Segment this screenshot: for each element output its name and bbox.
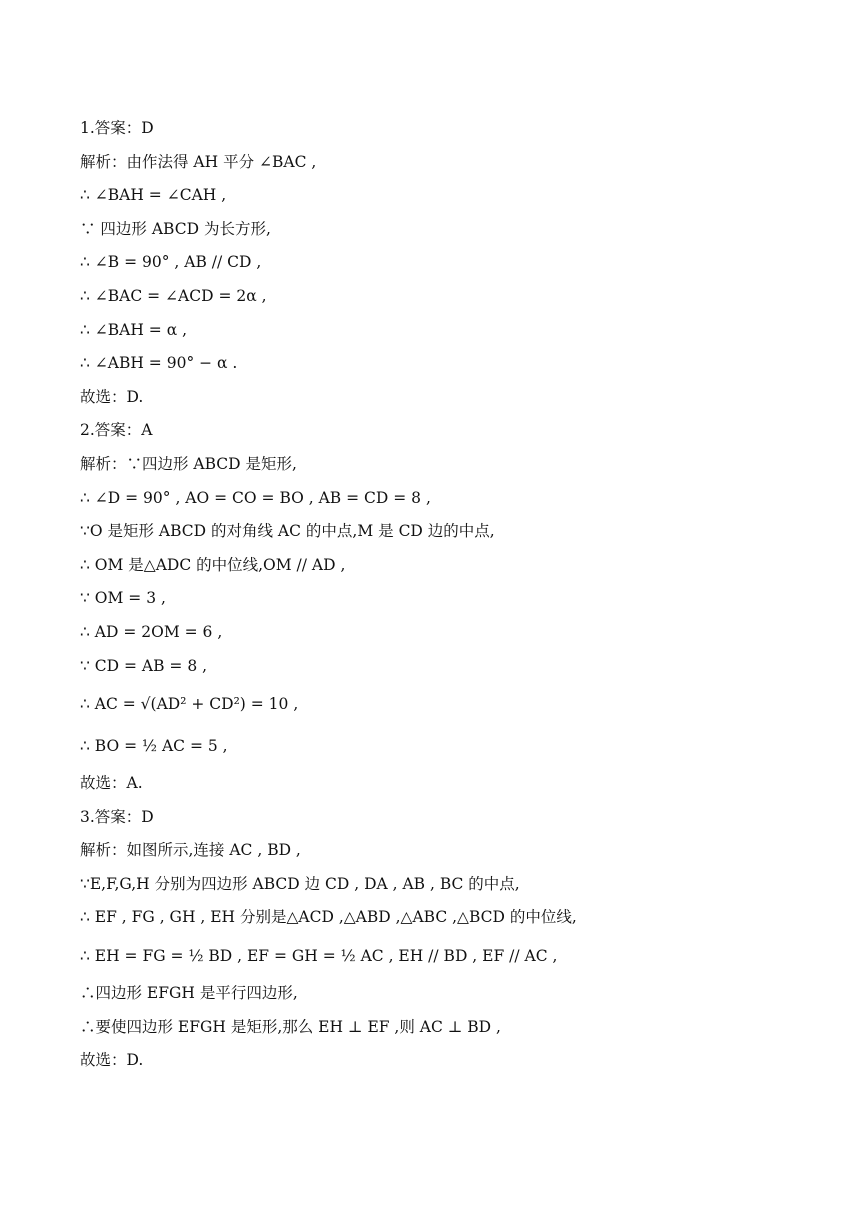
analysis-line: ∴ ∠BAC = ∠ACD = 2α , [80, 286, 267, 305]
choice-line: 故选：A. [80, 774, 143, 793]
answer-3-heading: 3.答案：D [80, 807, 154, 826]
analysis-line: ∴ AD = 2OM = 6 , [80, 622, 223, 641]
analysis-line: ∴ ∠B = 90° , AB // CD , [80, 253, 262, 272]
analysis-line: ∴要使四边形 EFGH 是矩形,那么 EH ⊥ EF ,则 AC ⊥ BD , [80, 1017, 501, 1036]
analysis-line: ∵ 四边形 ABCD 为长方形, [80, 219, 271, 238]
analysis-line: ∵O 是矩形 ABCD 的对角线 AC 的中点,M 是 CD 边的中点, [80, 522, 495, 541]
analysis-line: 解析：由作法得 AH 平分 ∠BAC , [80, 152, 317, 171]
analysis-line: 解析：∵四边形 ABCD 是矩形, [80, 454, 297, 473]
analysis-line: ∵ OM = 3 , [80, 589, 166, 608]
analysis-line-fraction: ∴ EH = FG = ½ BD , EF = GH = ½ AC , EH // BD , EF // AC , [80, 947, 558, 966]
analysis-line: ∴四边形 EFGH 是平行四边形, [80, 984, 298, 1003]
choice-line: 故选：D. [80, 1051, 144, 1070]
analysis-line: ∴ ∠BAH = ∠CAH , [80, 186, 227, 205]
answer-2-heading: 2.答案：A [80, 421, 153, 440]
analysis-line: ∵ CD = AB = 8 , [80, 656, 208, 675]
analysis-line: ∴ EF , FG , GH , EH 分别是△ACD ,△ABD ,△ABC ,△BCD 的中位线, [80, 908, 577, 927]
analysis-line: ∴ ∠D = 90° , AO = CO = BO , AB = CD = 8 , [80, 488, 431, 507]
answer-1-heading: 1.答案：D [80, 119, 154, 137]
choice-line: 故选：D. [80, 387, 144, 406]
analysis-line: 解析：如图所示,连接 AC , BD , [80, 841, 301, 860]
analysis-line: ∴ ∠BAH = α , [80, 320, 188, 339]
analysis-line: ∴ ∠ABH = 90° − α . [80, 354, 238, 373]
solution-document [80, 112, 800, 1078]
analysis-line-fraction: ∴ BO = ½ AC = 5 , [80, 737, 228, 756]
analysis-line: ∵E,F,G,H 分别为四边形 ABCD 边 CD , DA , AB , BC 的中点, [80, 874, 520, 893]
analysis-line: ∴ OM 是△ADC 的中位线,OM // AD , [80, 555, 346, 574]
analysis-line-sqrt: ∴ AC = √(AD² + CD²) = 10 , [80, 695, 299, 714]
